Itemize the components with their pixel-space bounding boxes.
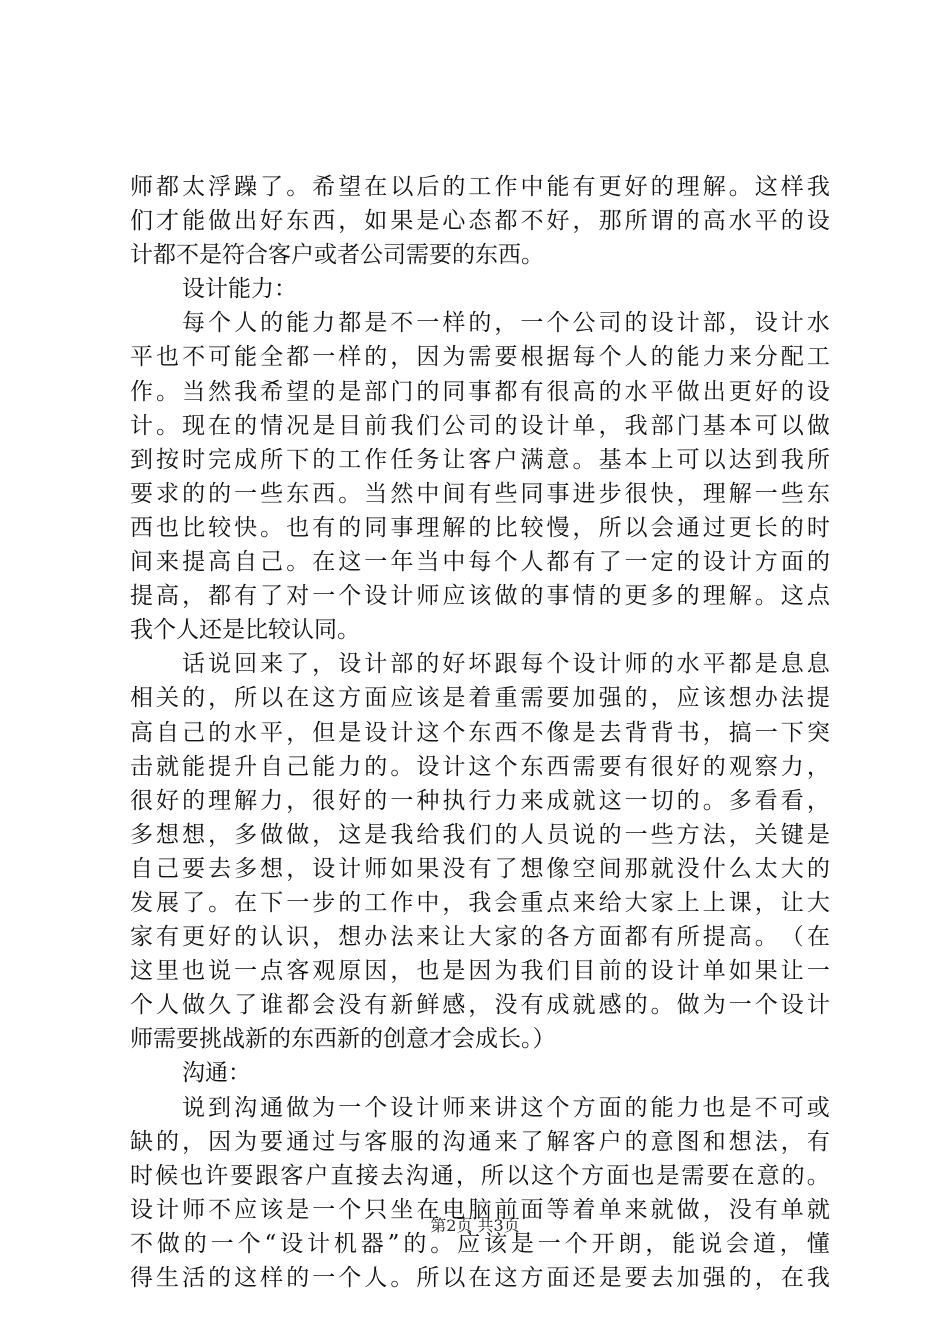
text-line: 计 。 现 在 的 情 况 是 目 前 我 们 公 司 的 设 计 单 ， 我 部 门 基 本 可 以 做 — [130, 412, 830, 439]
text-line: 高 自 己 的 水 平 ， 但 是 设 计 这 个 东 西 不 像 是 去 背 背 书 ， 搞 一 下 突 — [130, 719, 830, 746]
text-line: 发 展 了 。 在 下 一 步 的 工 作 中 ， 我 会 重 点 来 给 大 家 上 上 课 ， 让 大 — [130, 889, 830, 916]
text-line: 提 高 ， 都 有 了 对 一 个 设 计 师 应 该 做 的 事 情 的 更 多 的 理 解 。 这 点 — [130, 583, 830, 610]
text-line: 不 做 的 一 个 “ 设 计 机 器 ” 的 。 应 该 是 一 个 开 朗 ， 能 说 会 道 ， 懂 — [130, 1230, 830, 1257]
text-line: 间 来 提 高 自 己 。 在 这 一 年 当 中 每 个 人 都 有 了 一 定 的 设 计 方 面 的 — [130, 549, 830, 576]
document-body — [130, 170, 830, 1295]
text-line: 时 候 也 许 要 跟 客 户 直 接 去 沟 通 ， 所 以 这 个 方 面 也 是 需 要 在 意 的 。 — [130, 1162, 830, 1189]
text-line: 西 也 比 较 快 。 也 有 的 同 事 理 解 的 比 较 慢 ， 所 以 会 通 过 更 长 的 时 — [130, 514, 830, 541]
text-line: 们 才 能 做 出 好 东 西 ， 如 果 是 心 态 都 不 好 ， 那 所 谓 的 高 水 平 的 设 — [130, 208, 830, 235]
text-line: 沟通： — [182, 1060, 251, 1087]
page-footer: 第2页 共3页 — [430, 1216, 520, 1235]
text-line: 个 人 做 久 了 谁 都 会 没 有 新 鲜 感 ， 没 有 成 就 感 的 。 做 为 一 个 设 计 — [130, 992, 830, 1019]
text-line: 平 也 不 可 能 全 都 一 样 的 ， 因 为 需 要 根 据 每 个 人 的 能 力 来 分 配 工 — [130, 344, 830, 371]
text-line: 自 己 要 去 多 想 ， 设 计 师 如 果 没 有 了 想 像 空 间 那 就 没 什 么 太 大 的 — [130, 855, 830, 882]
text-line: 击 就 能 提 升 自 己 能 力 的 。 设 计 这 个 东 西 需 要 有 很 好 的 观 察 力 ， — [130, 753, 830, 780]
text-line: 作 。 当 然 我 希 望 的 是 部 门 的 同 事 都 有 很 高 的 水 平 做 出 更 好 的 设 — [130, 378, 830, 405]
text-line: 很 好 的 理 解 力 ， 很 好 的 一 种 执 行 力 来 成 就 这 一 切 的 。 多 看 看 ， — [130, 787, 830, 814]
text-line: 多 想 想 ， 多 做 做 ， 这 是 我 给 我 们 的 人 员 说 的 一 些 方 法 ， 关 键 是 — [130, 821, 830, 848]
text-line: 得 生 活 的 这 样 的 一 个 人 。 所 以 在 这 方 面 还 是 要 去 加 强 的 ， 在 我 — [130, 1265, 830, 1291]
text-line: 这 里 也 说 一 点 客 观 原 因 ， 也 是 因 为 我 们 目 前 的 设 计 单 如 果 让 一 — [130, 958, 830, 985]
text-line: 每 个 人 的 能 力 都 是 不 一 样 的 ， 一 个 公 司 的 设 计 部 ， 设 计 水 — [182, 310, 830, 337]
text-line: 相 关 的 ， 所 以 在 这 方 面 应 该 是 着 重 需 要 加 强 的 ， 应 该 想 办 法 提 — [130, 685, 830, 712]
text-line: 家 有 更 好 的 认 识 ， 想 办 法 来 让 大 家 的 各 方 面 都 有 所 提 高 。 （ 在 — [130, 924, 830, 951]
text-line: 师需要挑战新的东西新的创意才会成长。） — [130, 1026, 556, 1053]
text-line: 计都不是符合客户或者公司需要的东西。 — [130, 242, 544, 269]
text-line: 话 说 回 来 了 ， 设 计 部 的 好 坏 跟 每 个 设 计 师 的 水 平 都 是 息 息 — [182, 651, 830, 678]
text-line: 设计能力： — [182, 276, 297, 303]
text-line: 设 计 师 不 应 该 是 一 个 只 坐 在 电 脑 前 面 等 着 单 来 就 做 ， 没 有 单 就 — [130, 1196, 830, 1223]
text-line: 要 求 的 的 一 些 东 西 。 当 然 中 间 有 些 同 事 进 步 很 快 ， 理 解 一 些 东 — [130, 480, 830, 507]
text-line: 我个人还是比较认同。 — [130, 617, 360, 644]
text-line: 缺 的 ， 因 为 要 通 过 与 客 服 的 沟 通 来 了 解 客 户 的 意 图 和 想 法 ， 有 — [130, 1128, 830, 1155]
text-line: 师 都 太 浮 躁 了 。 希 望 在 以 后 的 工 作 中 能 有 更 好 的 理 解 。 这 样 我 — [130, 174, 830, 200]
text-line: 说 到 沟 通 做 为 一 个 设 计 师 来 讲 这 个 方 面 的 能 力 也 是 不 可 或 — [182, 1094, 830, 1121]
text-line: 到 按 时 完 成 所 下 的 工 作 任 务 让 客 户 满 意 。 基 本 上 可 以 达 到 我 所 — [130, 446, 830, 473]
